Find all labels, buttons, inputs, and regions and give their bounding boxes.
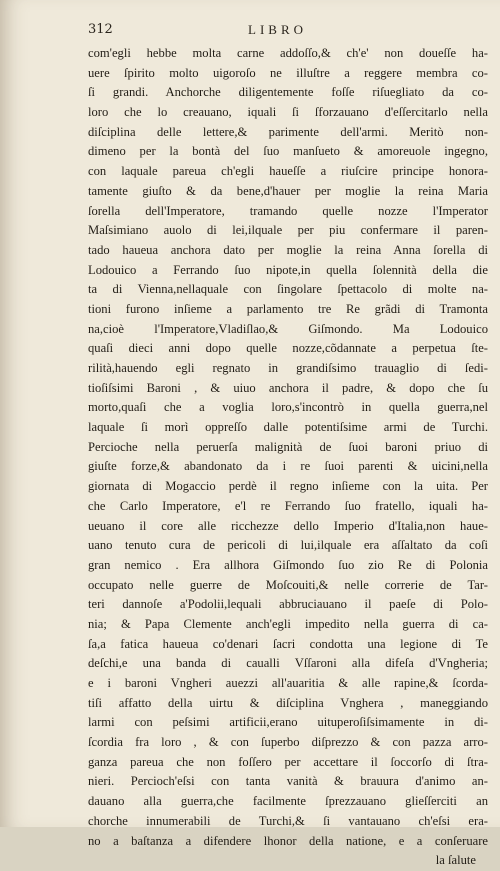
text-line: uano tenuto cura de pericoli di lui,ilquale era aſſaltato da coſi bbox=[88, 538, 488, 553]
text-line: dauano alla guerra,che facilmente ſprezzauano glieſſerciti an bbox=[88, 794, 488, 809]
text-line: tioſiſsimi Baroni , & uiuo anchora il padre, & dopo che ſu bbox=[88, 380, 488, 395]
text-line: e i baroni Vngheri auezzi all'auaritia & alle rapine,& ſcorda- bbox=[88, 676, 488, 690]
text-line: nia; & Papa Clemente anch'egli impedito nella guerra di ca- bbox=[88, 616, 488, 631]
text-line: nieri. Percioch'eſsi con tanta vanità & brauura d'animo an- bbox=[88, 774, 488, 789]
text-line: loro che lo creauano, iquali ſi ſforzauano d'eſſercitarlo nella bbox=[88, 105, 488, 120]
text-line: dimeno per la bontà del ſuo manſueto & amoreuole ingegno, bbox=[88, 144, 488, 159]
catchword: la ſalute bbox=[435, 853, 476, 868]
text-line: com'egli hebbe molta carne addoſſo,& ch'e' non doueſſe ha- bbox=[88, 46, 488, 60]
text-line: chorche innumerabili de Turchi,& ſi vantauano ch'eſsi era- bbox=[88, 813, 488, 828]
text-line: uere ſpirito molto uigoroſo ne illuſtre a reggere membra co- bbox=[88, 65, 488, 80]
running-title: LIBRO bbox=[248, 22, 307, 37]
text-line: larmi con peſsimi artificii,erano uituperoſiſsimamente in di- bbox=[88, 715, 488, 730]
body-text bbox=[88, 44, 488, 871]
text-line: ſi grandi. Anchorche diligentemente foſſe riſuegliato da co- bbox=[88, 85, 488, 100]
text-line: ta di Vienna,nellaquale con ſingolare ſpettacolo di molte na- bbox=[88, 282, 488, 297]
text-line: diſciplina delle lettere,& parimente dell'armi. Meritò non- bbox=[88, 124, 488, 139]
text-line: Lodouico a Ferrando ſuo nipote,in quella ſolennità della die bbox=[88, 262, 488, 277]
text-line: morto,quaſi che a voglia loro,s'incontrò in quella guerra,nel bbox=[88, 400, 488, 415]
page-header bbox=[88, 22, 488, 46]
text-line: tioni furono inſieme a parlamento tre Re grãdi di Tramonta bbox=[88, 301, 488, 316]
text-line: gran nemico . Era allhora Giſmondo ſuo zio Re di Polonia bbox=[88, 557, 488, 572]
text-line: na,cioè l'Imperatore,Vladiſlao,& Giſmondo. Ma Lodouico bbox=[88, 321, 488, 336]
text-line: no a baſtanza a difendere lhonor della natione, e a conſeruare bbox=[88, 833, 488, 848]
text-line: deſchi,e una banda di caualli Vſſaroni alla difeſa d'Vngheria; bbox=[88, 656, 488, 671]
text-line: tamente giuſto & da bene,d'hauer per moglie la reina Maria bbox=[88, 183, 488, 198]
text-line: giuſte forze,& abandonato da i re ſuoi parenti & uicini,nella bbox=[88, 459, 488, 474]
text-line: ueuano il core alle ricchezze dello Imperio d'Italia,non haue- bbox=[88, 518, 488, 533]
text-line: ſcordia fra loro , & con ſuperbo diſprezzo & con pazza arro- bbox=[88, 735, 488, 750]
text-line: rilità,hauendo egli regnato in grandiſsimo trauaglio di ſedi- bbox=[88, 361, 488, 375]
text-line: con laquale pareua ch'egli haueſſe a riuſcire principe honora- bbox=[88, 164, 488, 179]
text-line: teri dannoſe a'Podolii,lequali abbruciauano il paeſe di Polo- bbox=[88, 597, 488, 612]
text-line: tiſi affatto della uirtu & diſciplina Vnghera , maneggiando bbox=[88, 695, 488, 710]
text-line: laquale ſi morì oppreſſo dalle potentiſsime armi de Turchi. bbox=[88, 420, 488, 435]
text-line: che Carlo Imperatore, e'l re Ferrando ſuo fratello, iquali ha- bbox=[88, 498, 488, 513]
text-line: quaſi dieci anni dopo quelle nozze,cõdannate a perpetua ſte- bbox=[88, 341, 488, 356]
text-line: occupato nelle guerre de Moſcouiti,& nelle correrie de Tar- bbox=[88, 577, 488, 592]
text-line: tado haueua anchora dato per moglie la reina Anna ſorella di bbox=[88, 242, 488, 257]
text-line: Maſsimiano auolo di lei,ilquale per piu confermare il paren- bbox=[88, 223, 488, 238]
text-line: ganza pareua che non foſſero per accettare il ſoccorſo di ſtra- bbox=[88, 754, 488, 769]
text-line: Percioche nella peruerſa malignità de ſuoi baroni priuo di bbox=[88, 439, 488, 454]
page-number: 312 bbox=[88, 22, 113, 37]
text-line: ſa,a fatica haueua co'denari ſacri condotta una legione di Te bbox=[88, 636, 488, 651]
text-line: ſorella dell'Imperatore, tramando quelle nozze l'Imperator bbox=[88, 203, 488, 218]
text-line: giornata di Mogaccio perdè il regno inſieme con la uita. Per bbox=[88, 479, 488, 494]
